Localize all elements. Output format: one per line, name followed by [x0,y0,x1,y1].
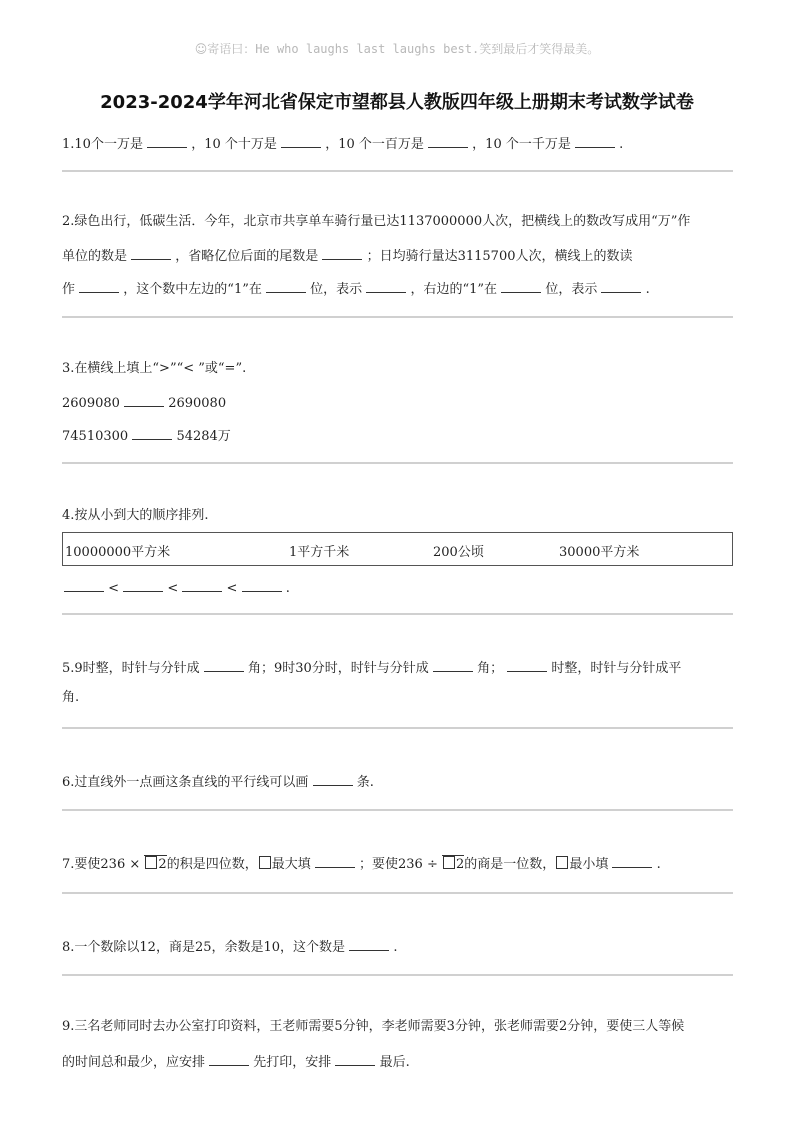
question-2-line-1: 2.绿色出行，低碳生活．今年，北京市共享单车骑行量已达1137000000人次，把横线上的数改写成用“万”作 [62,214,691,229]
q7-overlined-number [144,855,166,874]
q7-digit: 2 [456,857,465,872]
question-2-line-2 [62,245,633,266]
q1-blank-2[interactable] [281,133,321,148]
q7-overlined-number [442,855,464,874]
q7-blank-1[interactable] [315,853,355,868]
q6-text-a: 6.过直线外一点画这条直线的平行线可以画 [62,775,309,790]
q4-blank-3[interactable] [182,577,222,592]
q2-blank-5[interactable] [366,278,406,293]
divider [62,974,733,976]
q2-text-c: ；日均骑行量达3115700人次，横线上的数读 [366,249,633,264]
q1-text-a: 1.10个一万是 [62,137,143,152]
q4-blank-2[interactable] [123,577,163,592]
q4-text-end: . [285,581,290,596]
motto-text: 寄语曰：He who laughs last laughs best.笑到最后才笑得最美。 [207,42,600,56]
q4-blank-4[interactable] [242,577,282,592]
q2-text-e: ，这个数中左边的“1”在 [123,282,262,297]
question-5-line-2: 角. [62,690,80,705]
q3-number-d: 54284万 [176,429,231,444]
question-3-row-2 [62,425,231,446]
q2-text-h: 位，表示 [545,282,598,297]
question-8 [62,936,397,957]
q4-item: 200公顷 [433,545,484,560]
q5-blank-3[interactable] [507,657,547,672]
q1-text-d: ，10 个一千万是 [472,137,571,152]
q3-number-c: 74510300 [62,429,129,444]
less-than-sign: < [167,581,179,596]
q9-text-c: 最后. [379,1055,410,1070]
square-box-icon [145,856,157,869]
divider [62,316,733,318]
square-box-icon [556,856,568,869]
q2-blank-4[interactable] [266,278,306,293]
less-than-sign: < [108,581,120,596]
q2-blank-1[interactable] [131,245,171,260]
times-sign: × [129,857,141,872]
divider [62,462,733,464]
q1-blank-4[interactable] [575,133,615,148]
q7-text-d: ；要使236 [359,857,423,872]
less-than-sign: < [226,581,238,596]
q7-text-f: 最小填 [569,857,609,872]
q1-text-c: ，10 个一百万是 [325,137,424,152]
question-1 [62,133,623,154]
divider [62,809,733,811]
q9-blank-2[interactable] [335,1051,375,1066]
q5-blank-1[interactable] [204,657,244,672]
q4-item: 1平方千米 [289,545,350,560]
q3-number-a: 2609080 [62,396,120,411]
q5-text-a: 5.9时整，时针与分针成 [62,661,200,676]
q8-text-end: . [393,940,398,955]
q6-blank-1[interactable] [313,771,353,786]
q8-blank-1[interactable] [349,936,389,951]
q7-digit: 2 [158,857,167,872]
q1-blank-1[interactable] [147,133,187,148]
q7-text-end: . [656,857,661,872]
smile-icon: ☺ [194,42,208,56]
q4-item: 10000000平方米 [65,545,171,560]
q8-text-a: 8.一个数除以12，商是25，余数是10，这个数是 [62,940,346,955]
question-3: 3.在横线上填上“>”“< ”或“=”. [62,361,247,376]
q4-answer-row [64,577,290,598]
q1-text-end: . [619,137,624,152]
q2-blank-2[interactable] [322,245,362,260]
question-5-line-1 [62,657,681,678]
question-4: 4.按从小到大的顺序排列. [62,508,209,523]
page-title: 2023-2024学年河北省保定市望都县人教版四年级上册期末考试数学试卷 [100,92,694,113]
q3-blank-1[interactable] [124,392,164,407]
divider [62,613,733,615]
q2-blank-7[interactable] [601,278,641,293]
question-9-line-1: 9.三名老师同时去办公室打印资料，王老师需要5分钟，李老师需要3分钟，张老师需要2分钟，要使三人等候 [62,1019,685,1034]
q3-blank-2[interactable] [132,425,172,440]
q2-text-f: 位，表示 [310,282,363,297]
q7-text-a: 7.要使236 [62,857,126,872]
motto-watermark [0,40,794,57]
q9-blank-1[interactable] [209,1051,249,1066]
question-6 [62,771,374,792]
q5-text-d: 时整，时针与分针成平 [551,661,682,676]
q4-item: 30000平方米 [559,545,640,560]
divider [62,727,733,729]
q2-text-end: . [645,282,650,297]
q2-text-g: ，右边的“1”在 [410,282,498,297]
q2-blank-3[interactable] [79,278,119,293]
q9-text-a: 的时间总和最少，应安排 [62,1055,206,1070]
q2-blank-6[interactable] [501,278,541,293]
square-box-icon [259,856,271,869]
q5-text-b: 角；9时30分时，时针与分针成 [247,661,429,676]
q7-text-b: 的积是四位数， [166,857,258,872]
question-9-line-2 [62,1051,410,1072]
q2-text-d: 作 [62,282,76,297]
question-2-line-3 [62,278,650,299]
divider [62,892,733,894]
q1-blank-3[interactable] [428,133,468,148]
q3-number-b: 2690080 [168,396,227,411]
q5-blank-2[interactable] [433,657,473,672]
q1-text-b: ，10 个十万是 [191,137,277,152]
q9-text-b: 先打印，安排 [253,1055,332,1070]
square-box-icon [443,856,455,869]
question-3-row-1 [62,392,226,413]
question-7 [62,853,661,874]
q5-text-c: 角； [477,661,504,676]
q7-blank-2[interactable] [612,853,652,868]
q2-text-b: ，省略亿位后面的尾数是 [175,249,319,264]
q2-text-a: 单位的数是 [62,249,128,264]
q7-text-e: 的商是一位数， [464,857,556,872]
divider [62,170,733,172]
q7-text-c: 最大填 [271,857,311,872]
divide-sign: ÷ [426,857,438,872]
q6-text-b: 条. [356,775,374,790]
q4-blank-1[interactable] [64,577,104,592]
q4-items-box [62,532,733,566]
